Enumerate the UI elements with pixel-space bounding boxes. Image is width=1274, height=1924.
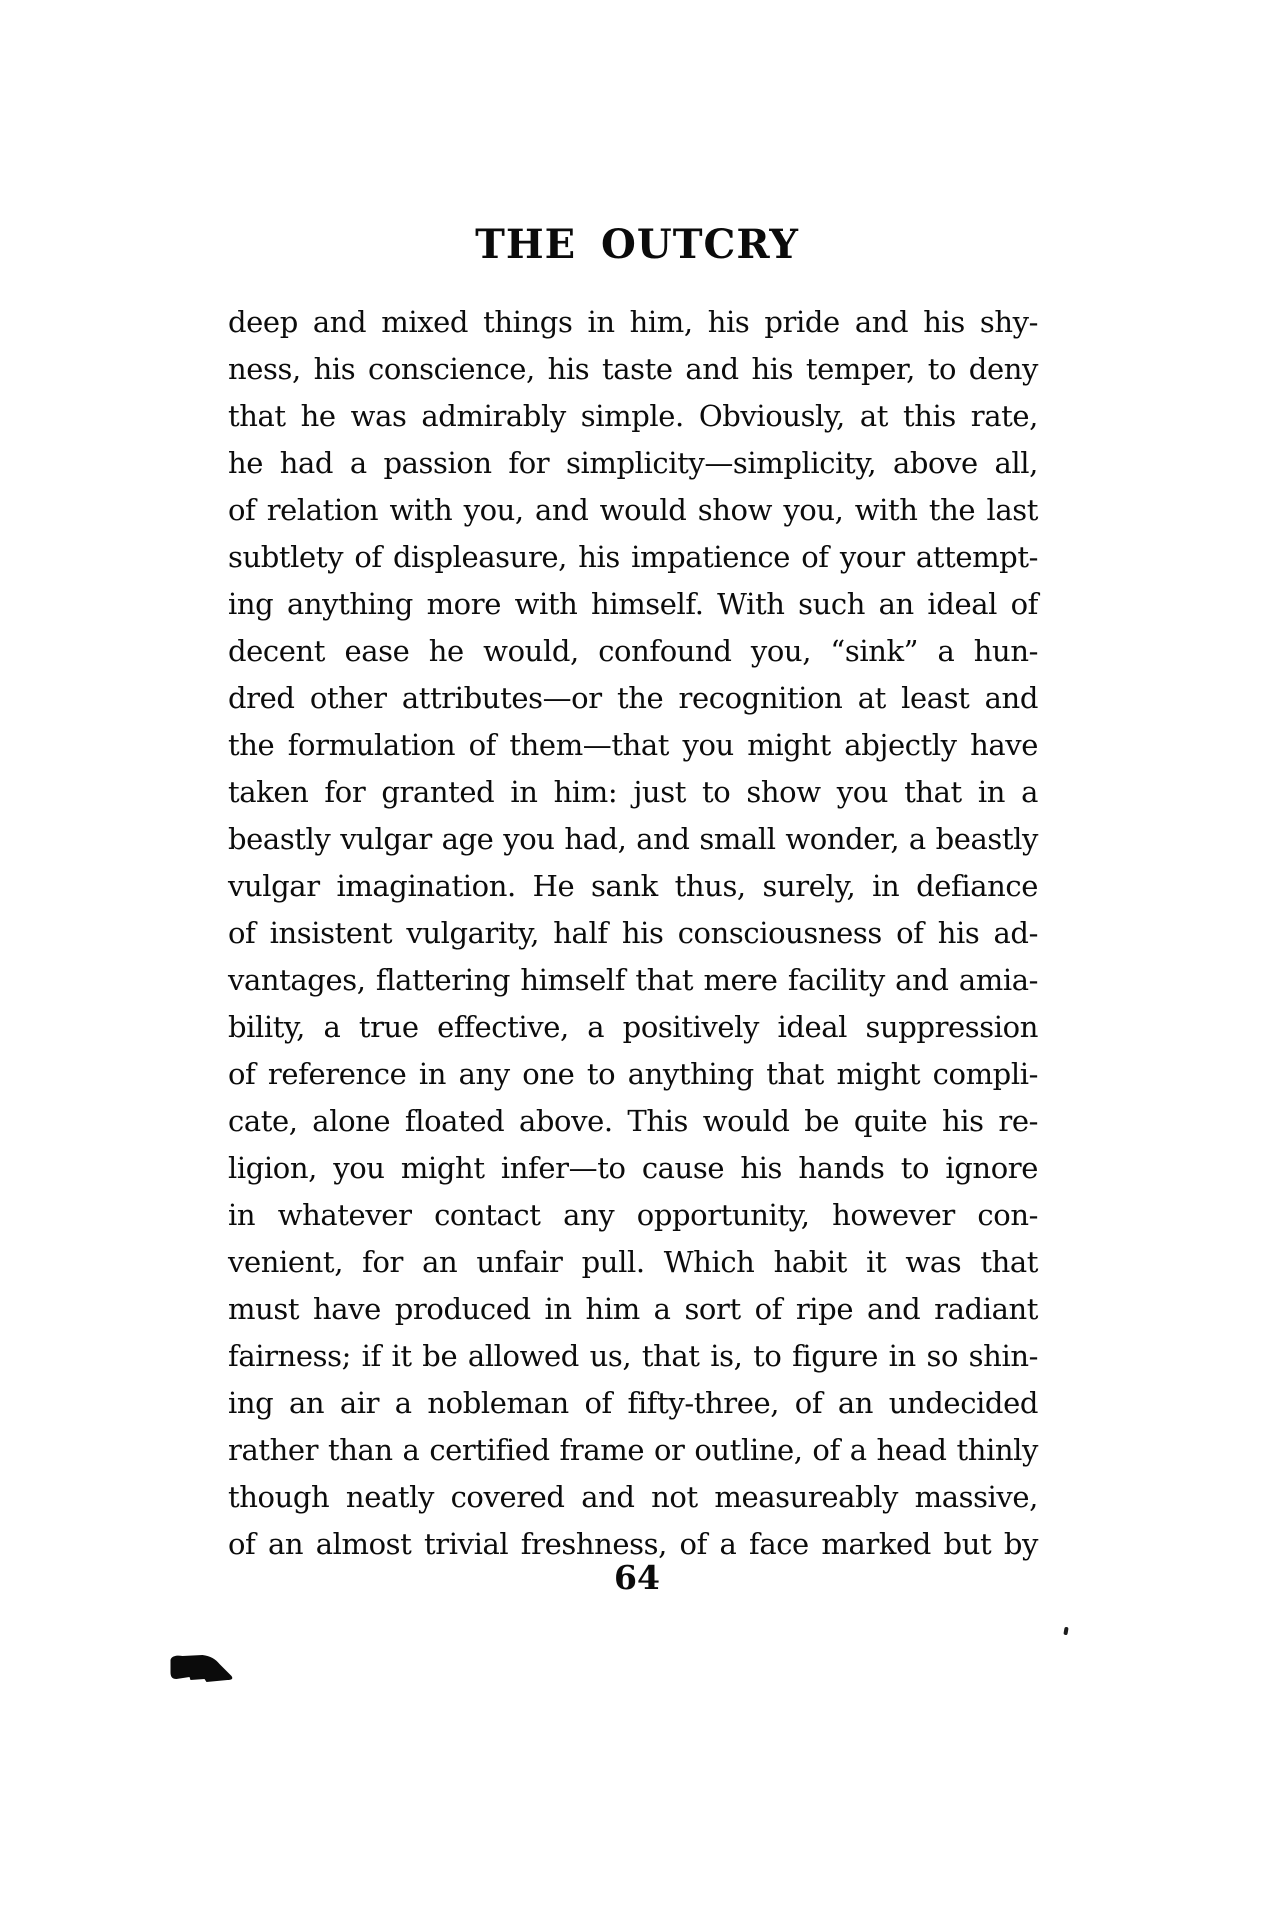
body-line: rather than a certified frame or outline, of a head thinly	[228, 1433, 1038, 1467]
body-line: of reference in any one to anything that might compli-	[228, 1057, 1038, 1091]
body-line: ness, his conscience, his taste and his temper, to deny	[228, 352, 1038, 386]
body-line: ing an air a nobleman of fifty-three, of an undecided	[228, 1386, 1038, 1420]
body-line: must have produced in him a sort of ripe and radiant	[228, 1292, 1038, 1326]
body-line: the formulation of them—that you might abjectly have	[228, 728, 1038, 762]
body-line: ing anything more with himself. With such an ideal of	[228, 587, 1038, 621]
body-line: taken for granted in him: just to show you that in a	[228, 775, 1038, 809]
body-line: in whatever contact any opportunity, however con-	[228, 1198, 1038, 1232]
body-line: beastly vulgar age you had, and small wonder, a beastly	[228, 822, 1038, 856]
body-line: of an almost trivial freshness, of a face marked but by	[228, 1527, 1038, 1561]
body-line: dred other attributes—or the recognition at least and	[228, 681, 1038, 715]
body-text-block	[228, 299, 1038, 1568]
body-line: of relation with you, and would show you, with the last	[228, 493, 1038, 527]
body-line: subtlety of displeasure, his impatience of your attempt-	[228, 540, 1038, 574]
body-line: that he was admirably simple. Obviously, at this rate,	[228, 399, 1038, 433]
body-line: vantages, flattering himself that mere facility and amia-	[228, 963, 1038, 997]
body-line: ligion, you might infer—to cause his hands to ignore	[228, 1151, 1038, 1185]
body-line: deep and mixed things in him, his pride and his shy-	[228, 305, 1038, 339]
body-line: vulgar imagination. He sank thus, surely, in defiance	[228, 869, 1038, 903]
ink-speck-mark	[1063, 1627, 1068, 1636]
page-title: THE OUTCRY	[475, 221, 799, 268]
body-line: bility, a true effective, a positively ideal suppression	[228, 1010, 1038, 1044]
body-line: cate, alone floated above. This would be quite his re-	[228, 1104, 1038, 1138]
body-line: venient, for an unfair pull. Which habit it was that	[228, 1245, 1038, 1279]
page-number: 64	[614, 1558, 660, 1597]
body-line: fairness; if it be allowed us, that is, to figure in so shin-	[228, 1339, 1038, 1373]
body-line: he had a passion for simplicity—simplicity, above all,	[228, 446, 1038, 480]
body-line: of insistent vulgarity, half his consciousness of his ad-	[228, 916, 1038, 950]
body-line: though neatly covered and not measureably massive,	[228, 1480, 1038, 1514]
body-line: decent ease he would, confound you, “sink” a hun-	[228, 634, 1038, 668]
ink-blot-mark	[170, 1655, 235, 1685]
